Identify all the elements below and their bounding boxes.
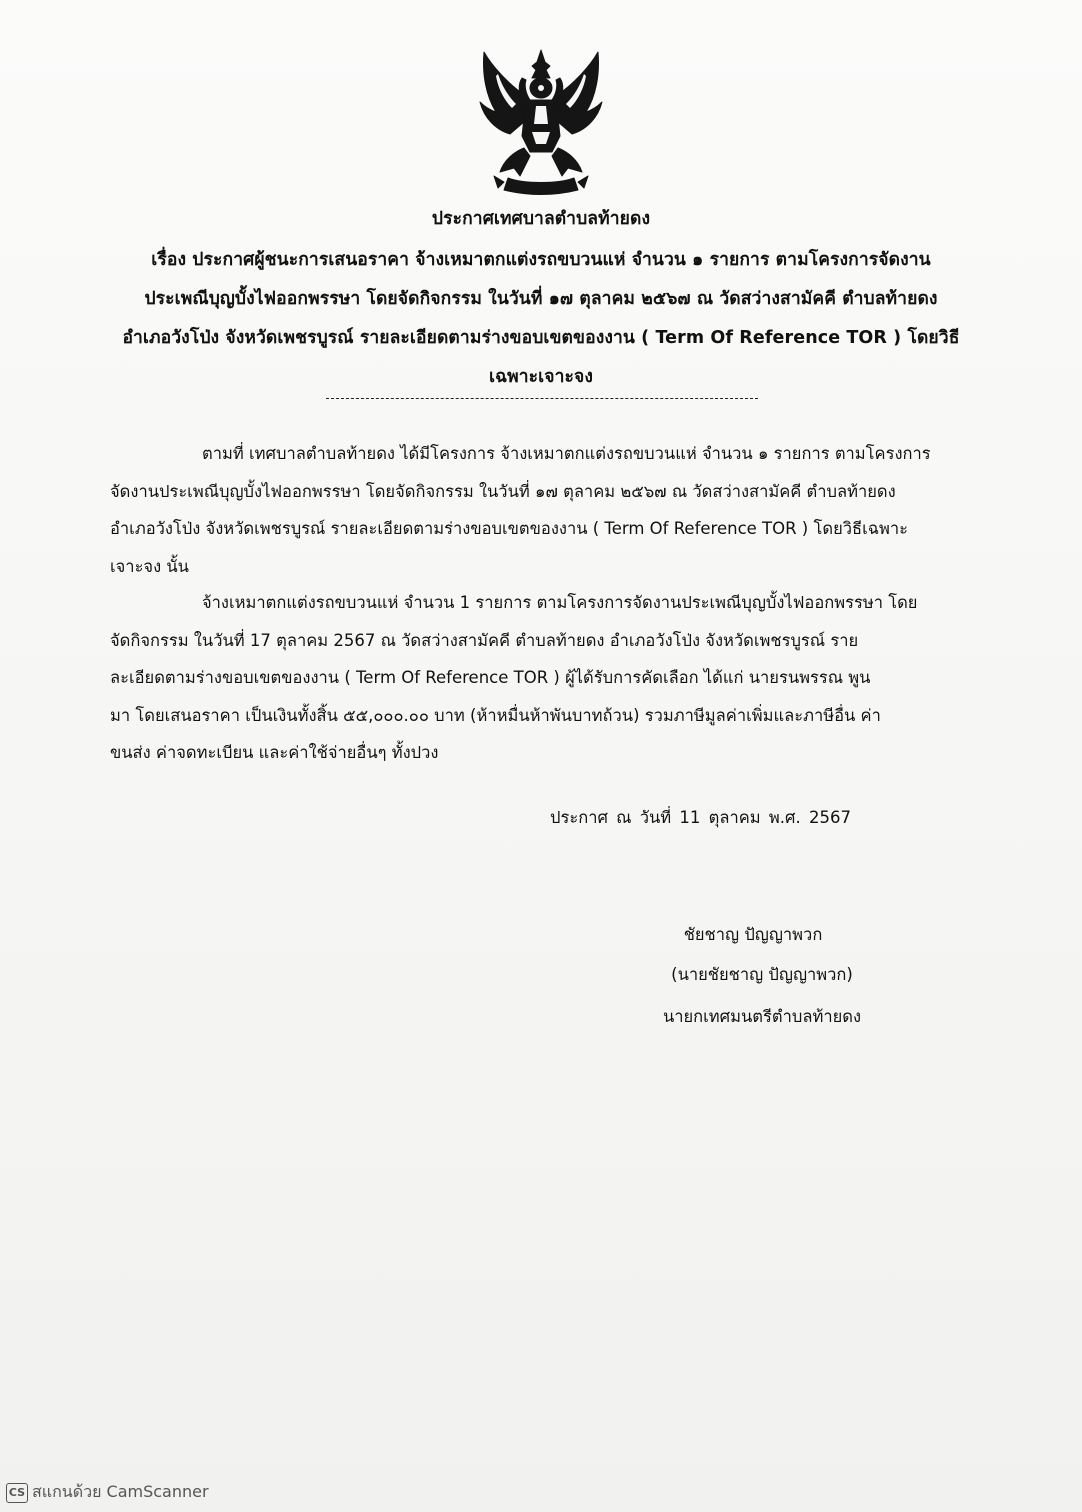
- announcement-date: ประกาศ ณ วันที่ 11 ตุลาคม พ.ศ. 2567: [550, 808, 851, 827]
- paragraph-line: อำเภอวังโป่ง จังหวัดเพชรบูรณ์ รายละเอียดตามร่างขอบเขตของงาน ( Term Of Reference TOR ) โดยวิธีเฉพาะ: [110, 519, 908, 538]
- paragraph-line: จัดกิจกรรม ในวันที่ 17 ตุลาคม 2567 ณ วัดสว่างสามัคคี ตำบลท้ายดง อำเภอวังโป่ง จังหวัดเพชรบูรณ์ ราย: [110, 630, 859, 650]
- subject-line: ประเพณีบุญบั้งไฟออกพรรษา โดยจัดกิจกรรม ในวันที่ ๑๗ ตุลาคม ๒๕๖๗ ณ วัดสว่างสามัคคี ตำบลท้ายดง: [144, 289, 938, 309]
- paragraph-line: จ้างเหมาตกแต่งรถขบวนแห่ จำนวน 1 รายการ ตามโครงการจัดงานประเพณีบุญบั้งไฟออกพรรษา โดย: [202, 593, 918, 612]
- paragraph-line: มา โดยเสนอราคา เป็นเงินทั้งสิ้น ๕๕,๐๐๐.๐๐ บาท (ห้าหมื่นห้าพันบาทถ้วน) รวมภาษีมูลค่าเพิ่มและภาษีอื่น ค่า: [110, 705, 881, 725]
- document-subject: [60, 241, 1022, 397]
- paragraph-line: ละเอียดตามร่างขอบเขตของงาน ( Term Of Reference TOR ) ผู้ได้รับการคัดเลือก ได้แก่ นายรนพรรณ พูน: [110, 668, 871, 687]
- signer-full-name: (นายชัยชาญ ปัญญาพวก): [671, 965, 853, 984]
- paragraph-line: เจาะจง นั้น: [110, 556, 189, 576]
- paragraph-line: ขนส่ง ค่าจดทะเบียน และค่าใช้จ่ายอื่นๆ ทั้งปวง: [110, 743, 439, 762]
- scanner-watermark: [6, 1480, 209, 1505]
- paragraph-intro: [110, 435, 990, 585]
- subject-line: เฉพาะเจาะจง: [488, 367, 594, 387]
- garuda-emblem-icon: [474, 44, 608, 196]
- document-title: ประกาศเทศบาลตำบลท้ายดง: [431, 209, 651, 229]
- subject-line: อำเภอวังโป่ง จังหวัดเพชรบูรณ์ รายละเอียดตามร่างขอบเขตของงาน ( Term Of Reference TOR ) โดยวิธี: [122, 328, 960, 348]
- subject-line: เรื่อง ประกาศผู้ชนะการเสนอราคา จ้างเหมาตกแต่งรถขบวนแห่ จำนวน ๑ รายการ ตามโครงการจัดงาน: [151, 250, 931, 270]
- dashed-divider: [326, 398, 758, 399]
- watermark-text: สแกนด้วย CamScanner: [32, 1482, 209, 1501]
- paragraph-line: จัดงานประเพณีบุญบั้งไฟออกพรรษา โดยจัดกิจกรรม ในวันที่ ๑๗ ตุลาคม ๒๕๖๗ ณ วัดสว่างสามัคคี ตำบลท้ายดง: [110, 481, 896, 501]
- signer-position: นายกเทศมนตรีตำบลท้ายดง: [662, 1007, 862, 1026]
- signed-name: ชัยชาญ ปัญญาพวก: [683, 925, 823, 944]
- paragraph-line: ตามที่ เทศบาลตำบลท้ายดง ได้มีโครงการ จ้างเหมาตกแต่งรถขบวนแห่ จำนวน ๑ รายการ ตามโครงการ: [202, 444, 931, 463]
- paragraph-award: [110, 584, 990, 772]
- camscanner-logo-icon: CS: [6, 1483, 28, 1503]
